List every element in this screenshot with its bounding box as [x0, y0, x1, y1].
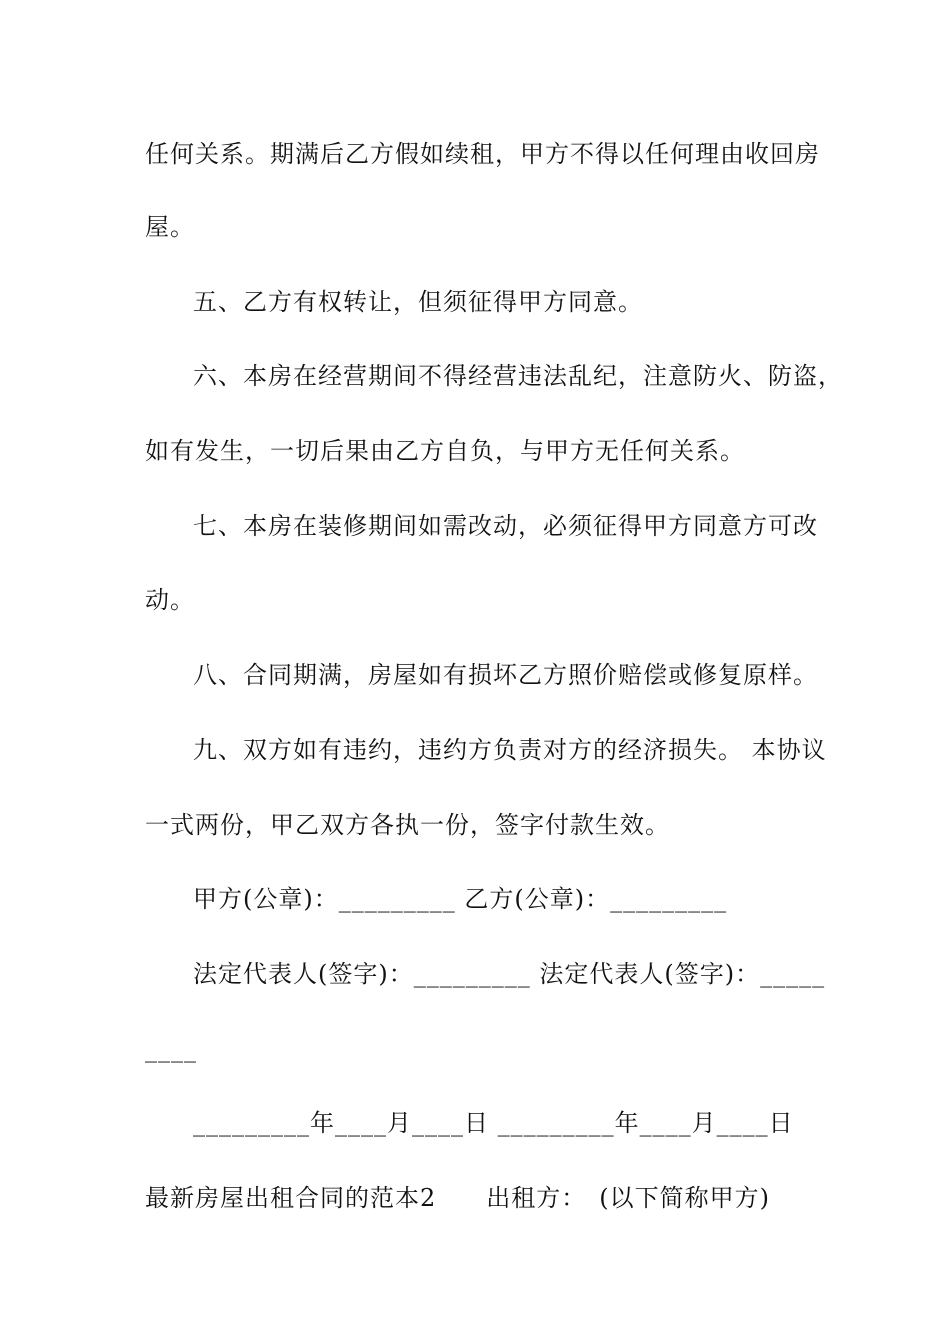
clause-6: 六、本房在经营期间不得经营违法乱纪，注意防火、防盗， [193, 362, 843, 390]
clause-9: 九、双方如有违约，违约方负责对方的经济损失。 本协议 [193, 736, 827, 764]
clause-5: 五、乙方有权转让，但须征得甲方同意。 [193, 288, 643, 316]
clause-8: 八、合同期满，房屋如有损坏乙方照价赔偿或修复原样。 [193, 661, 818, 689]
text-line: 动。 [145, 586, 195, 614]
date-line: _________年____月____日 _________年____月____日 [193, 1109, 794, 1137]
text-line: 屋。 [145, 213, 195, 241]
text-line: 一式两份，甲乙双方各执一份，签字付款生效。 [145, 811, 670, 839]
text-line: 任何关系。期满后乙方假如续租，甲方不得以任何理由收回房 [145, 140, 820, 168]
seal-line: 甲方(公章)：_________ 乙方(公章)：_________ [193, 885, 728, 913]
text-line: 如有发生，一切后果由乙方自负，与甲方无任何关系。 [145, 437, 745, 465]
clause-7: 七、本房在装修期间如需改动，必须征得甲方同意方可改 [193, 512, 818, 540]
section-heading: 最新房屋出租合同的范本2 出租方： (以下简称甲方) [145, 1184, 770, 1212]
signature-line: 法定代表人(签字)：_________ 法定代表人(签字)：_____ [193, 960, 826, 988]
signature-line-continued: ____ [145, 1035, 197, 1063]
